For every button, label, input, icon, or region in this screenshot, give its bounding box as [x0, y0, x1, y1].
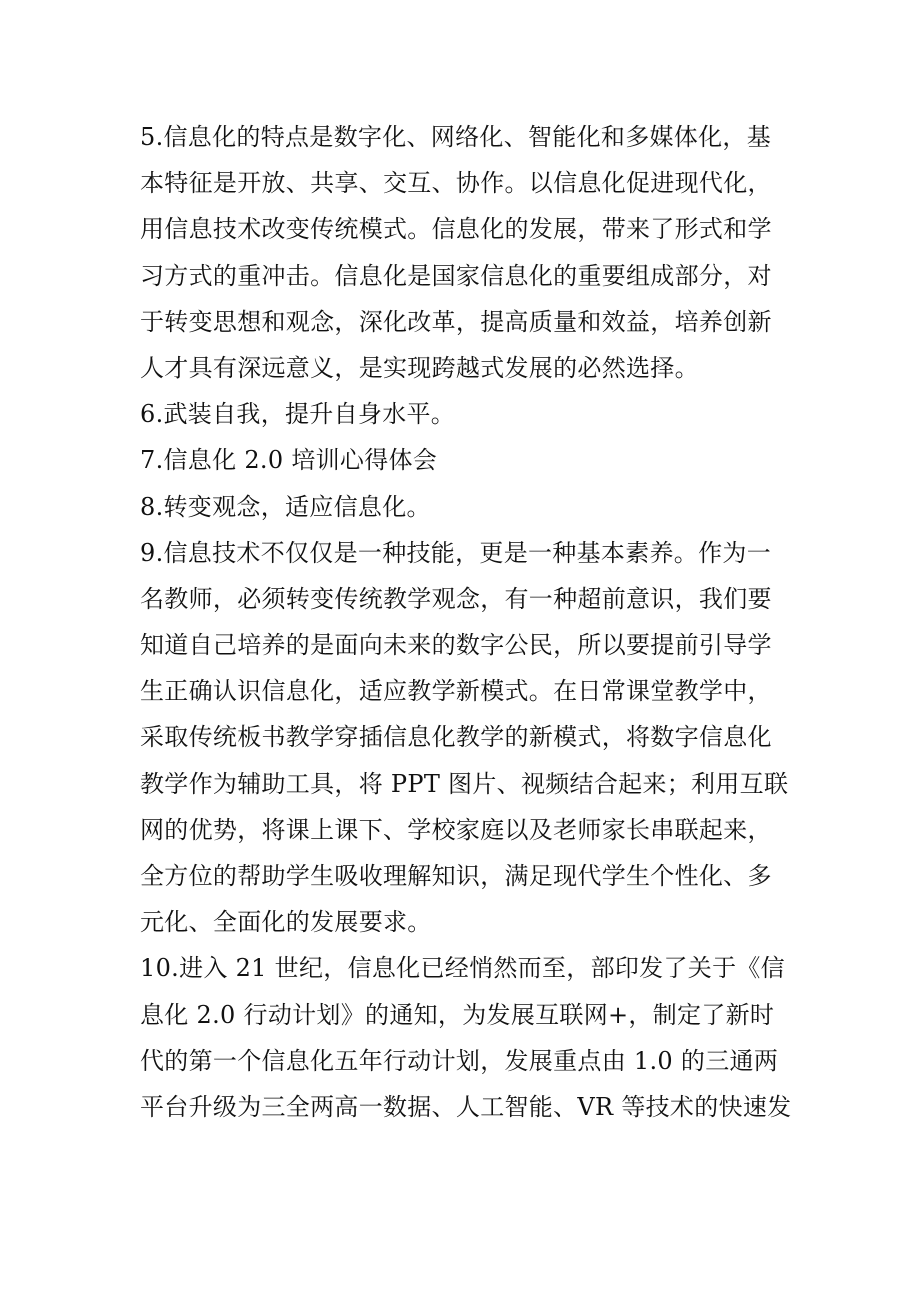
text-line: 平台升级为三全两高一数据、人工智能、VR 等技术的快速发	[140, 1092, 792, 1121]
text-line: 元化、全面化的发展要求。	[140, 908, 432, 937]
text-line: 7.信息化 2.0 培训心得体会	[140, 446, 438, 475]
document-body	[140, 114, 790, 1130]
text-line: 息化 2.0 行动计划》的通知，为发展互联网+，制定了新时	[140, 1000, 775, 1029]
text-line: 采取传统板书教学穿插信息化教学的新模式，将数字信息化	[140, 723, 772, 752]
text-line: 10.进入 21 世纪，信息化已经悄然而至，部印发了关于《信	[140, 954, 785, 983]
text-line: 于转变思想和观念，深化改革，提高质量和效益，培养创新	[140, 307, 772, 336]
text-line: 习方式的重冲击。信息化是国家信息化的重要组成部分，对	[140, 261, 772, 290]
text-line: 网的优势，将课上课下、学校家庭以及老师家长串联起来，	[140, 815, 772, 844]
text-line: 5.信息化的特点是数字化、网络化、智能化和多媒体化，基	[140, 123, 771, 151]
text-line: 6.武装自我，提升自身水平。	[140, 400, 456, 429]
text-line: 9.信息技术不仅仅是一种技能，更是一种基本素养。作为一	[140, 538, 771, 567]
text-line: 用信息技术改变传统模式。信息化的发展，带来了形式和学	[140, 215, 772, 244]
text-line: 生正确认识信息化，适应教学新模式。在日常课堂教学中，	[140, 677, 772, 706]
text-line: 名教师，必须转变传统教学观念，有一种超前意识，我们要	[140, 584, 772, 613]
text-line: 本特征是开放、共享、交互、协作。以信息化促进现代化，	[140, 169, 772, 198]
text-line: 8.转变观念，适应信息化。	[140, 492, 431, 521]
text-line: 人才具有深远意义，是实现跨越式发展的必然选择。	[140, 353, 699, 382]
text-line: 全方位的帮助学生吸收理解知识，满足现代学生个性化、多	[140, 862, 772, 890]
text-line: 知道自己培养的是面向未来的数字公民，所以要提前引导学	[140, 631, 772, 660]
text-line: 教学作为辅助工具，将 PPT 图片、视频结合起来；利用互联	[140, 769, 789, 798]
text-line: 代的第一个信息化五年行动计划，发展重点由 1.0 的三通两	[140, 1046, 779, 1075]
